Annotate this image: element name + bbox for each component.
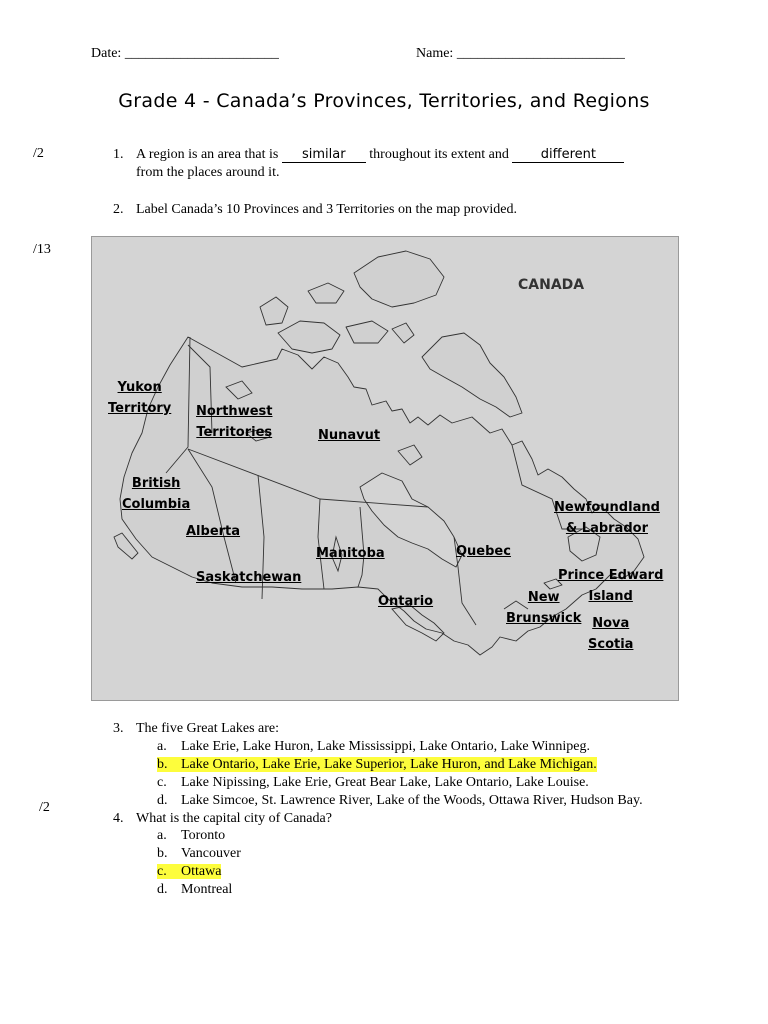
label-yukon bbox=[108, 377, 171, 419]
option-letter: a. bbox=[157, 828, 167, 843]
q1-line1 bbox=[136, 146, 624, 164]
banks-island bbox=[260, 297, 288, 325]
devon-island bbox=[346, 321, 388, 343]
option-text: Vancouver bbox=[181, 846, 241, 861]
q3-number: 3. bbox=[113, 721, 124, 736]
baffin-island bbox=[422, 333, 522, 417]
option-text: Toronto bbox=[181, 828, 226, 843]
q3-option-c[interactable] bbox=[157, 774, 643, 792]
option-letter: c. bbox=[157, 864, 167, 879]
q3-option-d[interactable] bbox=[157, 792, 643, 810]
q4-option-a[interactable] bbox=[157, 827, 241, 845]
label-nb-text: New Brunswick bbox=[506, 590, 582, 626]
label-nwt bbox=[196, 401, 272, 443]
ellesmere-island bbox=[354, 251, 444, 307]
label-ontario: Ontario bbox=[378, 594, 434, 609]
option-letter: b. bbox=[157, 757, 168, 772]
label-ns bbox=[588, 613, 633, 655]
option-text: Lake Simcoe, St. Lawrence River, Lake of the Woods, Ottawa River, Hudson Bay. bbox=[181, 793, 643, 808]
arctic-island-1 bbox=[308, 283, 344, 303]
label-newfoundland-text: Newfoundland & Labrador bbox=[554, 500, 660, 536]
option-letter: a. bbox=[157, 739, 167, 754]
option-text: Lake Erie, Lake Huron, Lake Mississippi, Lake Ontario, Lake Winnipeg. bbox=[181, 739, 590, 754]
name-field: Name: ________________________ bbox=[416, 46, 625, 61]
label-pei-text: Prince Edward Island bbox=[558, 568, 664, 604]
label-quebec: Quebec bbox=[456, 544, 511, 559]
option-letter: d. bbox=[157, 882, 168, 897]
score-q1: /2 bbox=[33, 146, 44, 161]
label-alberta: Alberta bbox=[186, 524, 241, 539]
label-nwt-text: Northwest Territories bbox=[196, 404, 273, 440]
q3-options bbox=[157, 738, 643, 810]
q3-text: The five Great Lakes are: bbox=[136, 721, 280, 736]
victoria-island bbox=[278, 321, 340, 353]
q1-answer-similar: similar bbox=[282, 148, 366, 163]
q4-number: 4. bbox=[113, 811, 124, 826]
option-text: Lake Nipissing, Lake Erie, Great Bear Lake, Lake Ontario, Lake Louise. bbox=[181, 775, 589, 790]
q2-number: 2. bbox=[113, 202, 124, 217]
label-nb bbox=[506, 587, 581, 629]
canada-map bbox=[91, 236, 679, 701]
q4-text: What is the capital city of Canada? bbox=[136, 811, 332, 826]
label-ns-text: Nova Scotia bbox=[588, 616, 634, 652]
score-q3: /2 bbox=[39, 800, 50, 815]
q1-text-part3: from the places around it. bbox=[136, 165, 280, 180]
q1-answer-different: different bbox=[512, 148, 624, 163]
label-manitoba: Manitoba bbox=[316, 546, 385, 561]
label-saskatchewan: Saskatchewan bbox=[196, 570, 302, 585]
q3-option-b[interactable] bbox=[157, 756, 643, 774]
score-q2: /13 bbox=[33, 242, 51, 257]
map-title: CANADA bbox=[518, 277, 585, 293]
q1-number: 1. bbox=[113, 147, 124, 162]
label-bc-text: British Columbia bbox=[122, 476, 191, 512]
q4-option-c[interactable] bbox=[157, 863, 241, 881]
date-field: Date: ______________________ bbox=[91, 46, 279, 61]
q4-option-b[interactable] bbox=[157, 845, 241, 863]
arctic-island-2 bbox=[392, 323, 414, 343]
q3-option-a[interactable] bbox=[157, 738, 643, 756]
q1-text-part1: A region is an area that is bbox=[136, 147, 279, 162]
option-letter: d. bbox=[157, 793, 168, 808]
label-bc bbox=[122, 473, 190, 515]
option-text: Montreal bbox=[181, 882, 233, 897]
option-text: Ottawa bbox=[181, 864, 222, 879]
q2-text: Label Canada’s 10 Provinces and 3 Territories on the map provided. bbox=[136, 202, 517, 217]
label-yukon-text: Yukon Territory bbox=[108, 380, 172, 416]
label-nunavut: Nunavut bbox=[318, 428, 381, 443]
q1-text-part2: throughout its extent and bbox=[369, 147, 509, 162]
option-letter: c. bbox=[157, 775, 167, 790]
q4-option-d[interactable] bbox=[157, 881, 241, 899]
option-text: Lake Ontario, Lake Erie, Lake Superior, Lake Huron, and Lake Michigan. bbox=[181, 757, 597, 772]
q4-options bbox=[157, 827, 241, 899]
label-newfoundland bbox=[554, 497, 660, 539]
worksheet-title: Grade 4 - Canada’s Provinces, Territories, and Regions bbox=[118, 90, 650, 112]
option-letter: b. bbox=[157, 846, 168, 861]
